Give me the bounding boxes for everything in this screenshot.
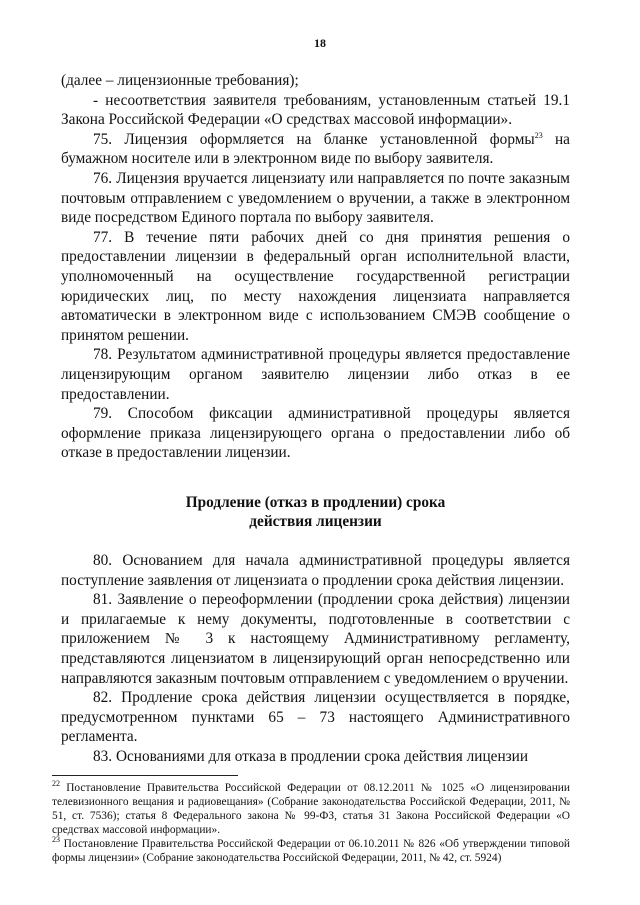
section-heading-line-1: Продление (отказ в продлении) срока <box>185 493 446 511</box>
footnote-number-22: 22 <box>52 779 60 789</box>
paragraph-78: 78. Результатом административной процедуры является предоставление лицензирующим органом заявителю лицензии либо отказ в ее предоставлении. <box>61 346 570 403</box>
footnote-ref-23: 23 <box>534 130 543 140</box>
paragraph-82: 82. Продление срока действия лицензии осуществляется в порядке, предусмотренном пунктами 65 – 73 настоящего Административного регламента. <box>61 689 570 746</box>
footnote-number-23: 23 <box>52 835 60 845</box>
paragraph-81: 81. Заявление о переоформлении (продлении срока действия) лицензии и прилагаемые к нему документы, подготовленные в соответствии с приложением № 3 к настоящему Административному регламенту, представляются лицензиатом в лицензирующий орган непосредственно или направляются заказным почтовым отправлением с уведомлением о вручении. <box>61 591 570 687</box>
paragraph-79: 79. Способом фиксации административной процедуры является оформление приказа лицензирующего органа о предоставлении либо об отказе в предоставлении лицензии. <box>61 405 570 462</box>
footnote-23 <box>52 837 570 865</box>
paragraph-77: 77. В течение пяти рабочих дней со дня принятия решения о предоставлении лицензии в федеральный орган исполнительной власти, уполномоченный на осуществление государственной регистрации юридических лиц, по месту нахождения лицензиата направляется автоматически в электронном виде с использованием СМЭВ сообщение о принятом решении. <box>61 228 570 344</box>
footnote-22-text: Постановление Правительства Российской Федерации от 08.12.2011 № 1025 «О лицензировании телевизионного вещания и радиовещания» (Собрание законодательства Российской Федерации, 2011, № 51, ст. 7536); статья 8 Федерального закона № 99-ФЗ, статья 31 Закона Российской Федерации «О средствах массовой информации». <box>52 782 570 837</box>
section-heading <box>61 493 570 532</box>
paragraph-75-text-after: на бумажном носителе или в электронном виде по выбору заявителя. <box>61 130 570 168</box>
paragraph-76: 76. Лицензия вручается лицензиату или направляется по почте заказным почтовым отправлением с уведомлением о вручении, а также в электронном виде посредством Единого портала по выбору заявителя. <box>61 169 570 227</box>
page-number: 18 <box>314 36 326 50</box>
footnotes <box>52 781 570 866</box>
paragraph-75 <box>61 130 570 169</box>
paragraph-list-item: - несоответствия заявителя требованиям, установленным статьей 19.1 Закона Российской Федерации «О средствах массовой информации». <box>61 91 570 129</box>
section-heading-line-2: действия лицензии <box>249 513 382 531</box>
paragraph-75-text: 75. Лицензия оформляется на бланке установленной формы <box>93 130 535 148</box>
document-body <box>61 71 570 767</box>
paragraph-83: 83. Основаниями для отказа в продлении срока действия лицензии <box>93 748 529 765</box>
paragraph-continuation: (далее – лицензионные требования); <box>61 72 299 89</box>
footnote-23-text: Постановление Правительства Российской Федерации от 06.10.2011 № 826 «Об утверждении типовой формы лицензии» (Собрание законодательства Российской Федерации, 2011, № 42, ст. 5924) <box>52 838 570 865</box>
paragraph-80: 80. Основанием для начала административной процедуры является поступление заявления от лицензиата о продлении срока действия лицензии. <box>61 552 570 589</box>
footnote-22 <box>52 781 570 837</box>
footnote-divider <box>52 775 238 776</box>
